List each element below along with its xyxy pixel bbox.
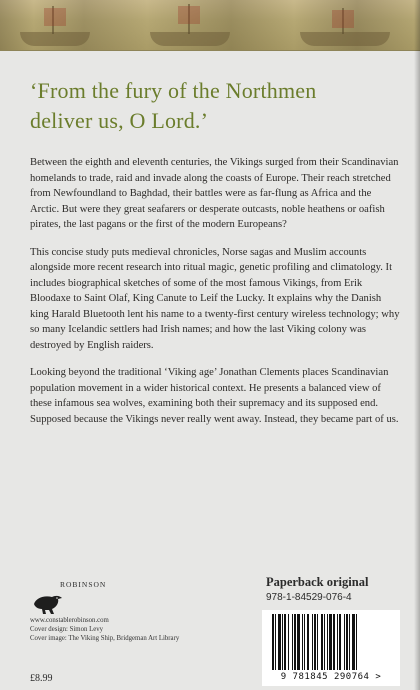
barcode-digits: 9 781845 290764 > <box>280 672 382 682</box>
barcode-bar <box>282 614 283 670</box>
cover-art-strip <box>0 0 420 51</box>
barcode <box>262 610 400 686</box>
barcode-bar <box>302 614 303 670</box>
barcode-bar <box>312 614 313 670</box>
headline-line-1: ‘From the fury of the Northmen <box>30 78 317 103</box>
barcode-bar <box>327 614 328 670</box>
barcode-bar <box>294 614 296 670</box>
sail-shape <box>44 8 66 26</box>
edge-shadow <box>414 0 420 690</box>
barcode-bar <box>356 614 357 670</box>
barcode-bar <box>339 614 341 670</box>
cover-image-credit: Cover image: The Viking Ship, Bridgeman Art Library <box>30 635 180 642</box>
barcode-bar <box>346 614 348 670</box>
headline-quote <box>30 76 390 136</box>
barcode-bar <box>272 614 274 670</box>
ship-shape <box>300 32 390 46</box>
publisher-website: www.constablerobinson.com <box>30 617 109 624</box>
sail-shape <box>178 6 200 24</box>
barcode-bar <box>352 614 355 670</box>
headline-line-2: deliver us, O Lord.’ <box>30 108 209 133</box>
blurb-paragraph-2: This concise study puts medieval chronicles, Norse sagas and Muslim accounts alongside more recent research into ritual magic, genetic profiling and climatology. It includes biographical sketches of some of the most famous Vikings, from Erik Bloodaxe to Saint Olaf, King Canute to Leif the Lucky. It explains why the Danish king Harald Bluetooth lent his name to a twenty-first century wireless technology; why so many Icelandic settlers had Irish names; and how the last Viking colony was destroyed by English raiders. <box>30 246 400 351</box>
isbn-text: 978-1-84529-076-4 <box>266 592 352 603</box>
barcode-bar <box>333 614 335 670</box>
blurb-paragraph-3: Looking beyond the traditional ‘Viking age’ Jonathan Clements places Scandinavian population movement in a wider historical context. He presents a balanced view of these infamous sea wolves, examining both their supremacy and its supposed end. Supposed because the Vikings never really went away. Instead, they became part of us. <box>30 367 399 425</box>
barcode-bars <box>270 614 392 670</box>
blurb <box>30 155 402 439</box>
barcode-bar <box>321 614 323 670</box>
barcode-bar <box>344 614 345 670</box>
raven-icon <box>30 590 64 616</box>
barcode-bar <box>278 614 281 670</box>
barcode-bar <box>324 614 325 670</box>
blurb-paragraph-1: Between the eighth and eleventh centuries, the Vikings surged from their Scandinavian homelands to trade, raid and invade along the coasts of Europe. Their reach stretched from Newfoundland to Baghdad, their battles were as far-flung as Africa and the Arctic. But were they great seafarers or desperate outcasts, noble heathens or oafish pirates, the last pagans or the first of the modern Europeans? <box>30 157 399 230</box>
barcode-bar <box>275 614 276 670</box>
barcode-bar <box>329 614 332 670</box>
ship-shape <box>150 32 230 46</box>
publisher-name: ROBINSON <box>60 580 107 589</box>
barcode-bar <box>288 614 289 670</box>
price: £8.99 <box>30 673 53 684</box>
barcode-bar <box>349 614 350 670</box>
credits <box>30 616 179 643</box>
barcode-bar <box>337 614 338 670</box>
barcode-bar <box>317 614 318 670</box>
barcode-bar <box>304 614 305 670</box>
ship-shape <box>20 32 90 46</box>
barcode-bar <box>314 614 316 670</box>
barcode-bar <box>307 614 309 670</box>
format-label: Paperback original <box>266 575 369 589</box>
sail-shape <box>332 10 354 28</box>
barcode-bar <box>284 614 286 670</box>
barcode-bar <box>297 614 300 670</box>
barcode-bar <box>292 614 293 670</box>
cover-design-credit: Cover design: Simon Levy <box>30 626 104 633</box>
